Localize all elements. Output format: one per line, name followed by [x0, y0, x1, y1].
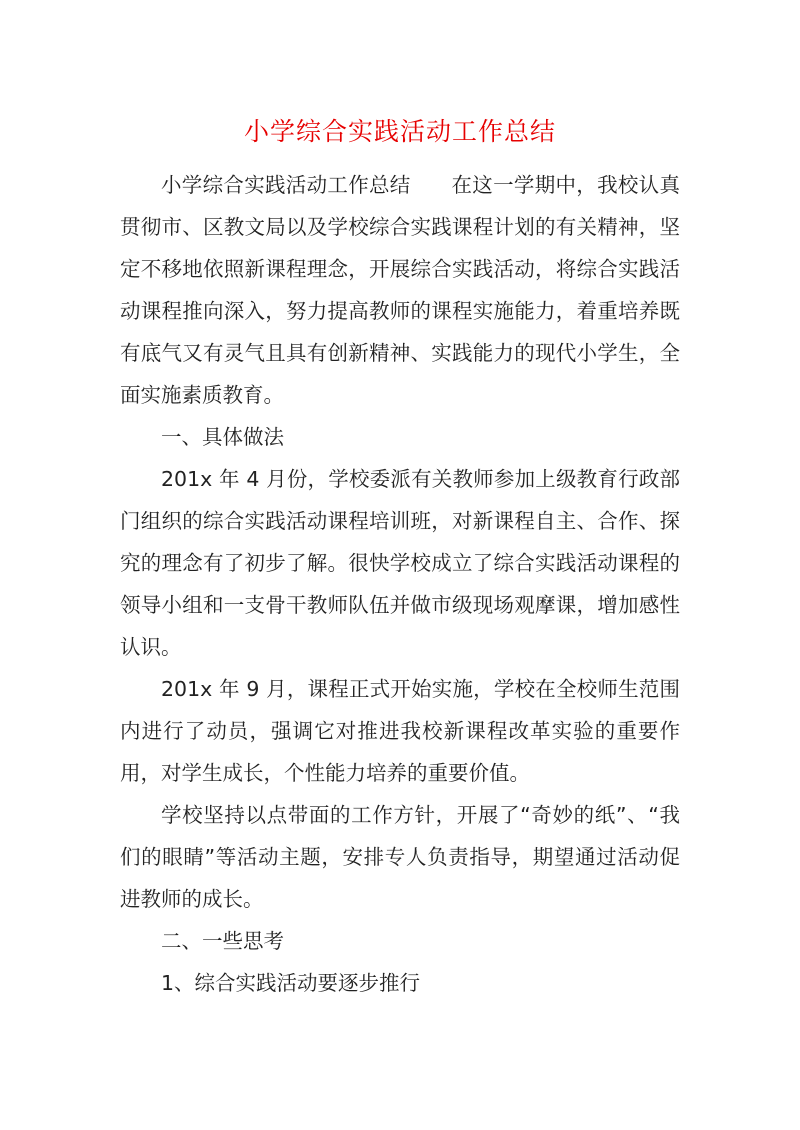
- section-heading-practices: 一、具体做法: [161, 425, 284, 449]
- document-body: [120, 164, 680, 1004]
- paragraph-themes: 学校坚持以点带面的工作方针，开展了“奇妙的纸”、“我们的眼睛”等活动主题，安排专人负责指导，期望通过活动促进教师的成长。: [120, 803, 680, 911]
- paragraph-april: 201x 年 4 月份，学校委派有关教师参加上级教育行政部门组织的综合实践活动课程培训班，对新课程自主、合作、探究的理念有了初步了解。很快学校成立了综合实践活动课程的领导小组和一支骨干教师队伍并做市级现场观摩课，增加感性认识。: [120, 467, 680, 659]
- section-heading-reflections: 二、一些思考: [161, 929, 284, 953]
- subheading-gradual-rollout: 1、综合实践活动要逐步推行: [161, 971, 421, 995]
- paragraph-september: 201x 年 9 月，课程正式开始实施，学校在全校师生范围内进行了动员，强调它对推进我校新课程改革实验的重要作用，对学生成长，个性能力培养的重要价值。: [120, 677, 680, 785]
- paragraph-intro: 小学综合实践活动工作总结 在这一学期中，我校认真贯彻市、区教文局以及学校综合实践课程计划的有关精神，坚定不移地依照新课程理念，开展综合实践活动，将综合实践活动课程推向深入，努力提高教师的课程实施能力，着重培养既有底气又有灵气且具有创新精神、实践能力的现代小学生，全面实施素质教育。: [120, 173, 680, 407]
- document-title: 小学综合实践活动工作总结: [243, 117, 556, 146]
